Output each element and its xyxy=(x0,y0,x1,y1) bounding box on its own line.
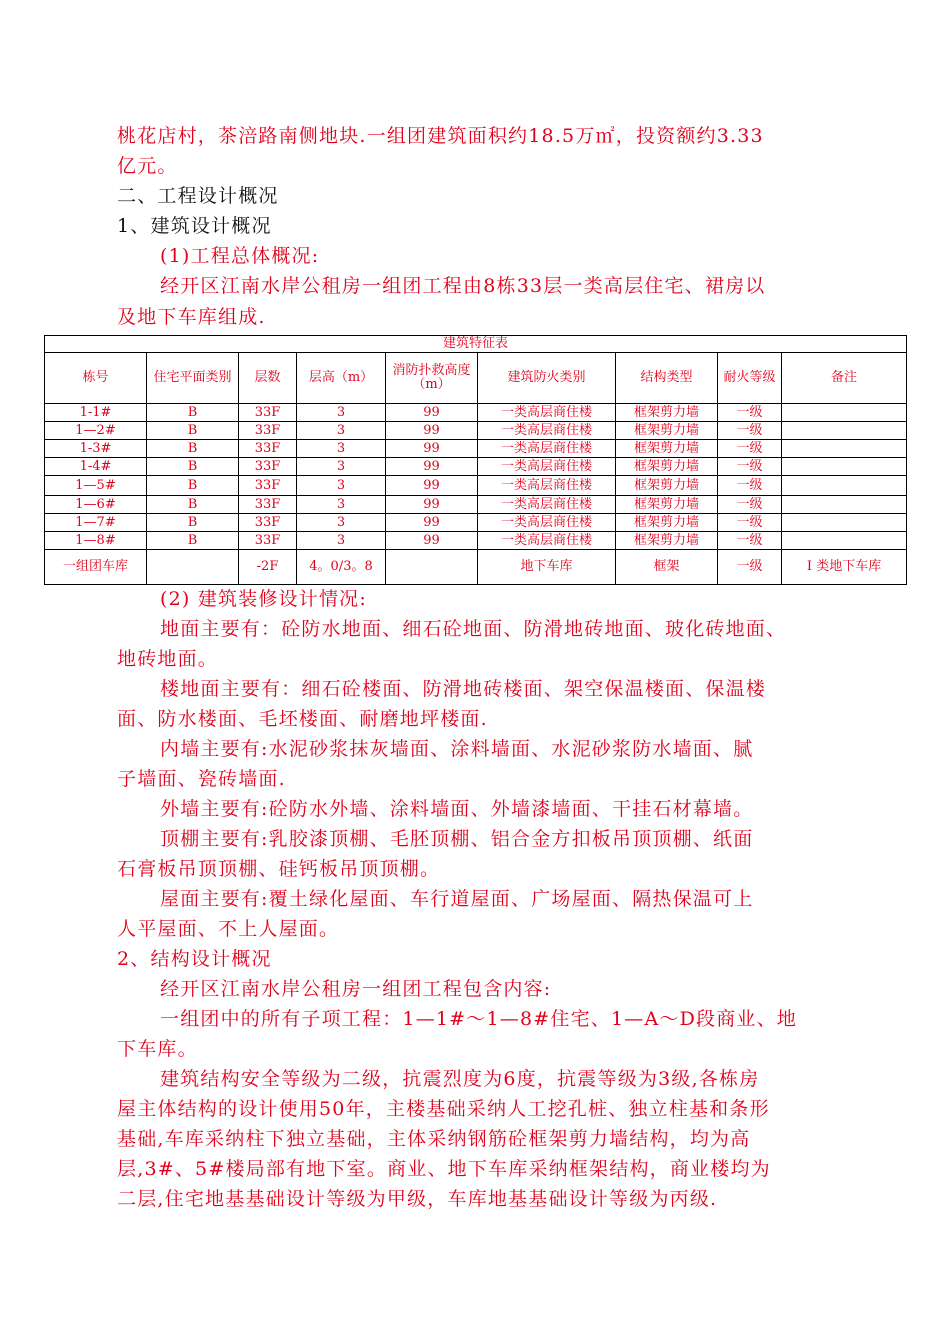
table-cell: 框架 xyxy=(616,550,718,585)
table-row xyxy=(45,532,907,550)
structure-para-2-line-2: 下车库。 xyxy=(117,1038,198,1060)
table-cell: 3 xyxy=(297,476,386,496)
table-cell: 一级 xyxy=(718,476,782,496)
col-header-floor-height: 层高（m） xyxy=(297,353,386,404)
table-cell: 1-1# xyxy=(45,404,147,422)
table-row xyxy=(45,440,907,458)
table-header-row xyxy=(45,353,907,404)
table-cell: 框架剪力墙 xyxy=(616,496,718,514)
table-cell: Ⅰ 类地下车库 xyxy=(782,550,907,585)
table-cell: -2F xyxy=(239,550,297,585)
table-cell: 一级 xyxy=(718,550,782,585)
table-cell: B xyxy=(147,458,239,476)
table-cell: 一级 xyxy=(718,458,782,476)
col-header-building: 栋号 xyxy=(45,353,147,404)
table-cell: 一级 xyxy=(718,422,782,440)
table-cell: 1—2# xyxy=(45,422,147,440)
table-cell: 框架剪力墙 xyxy=(616,458,718,476)
roof-line-1: 屋面主要有:覆土绿化屋面、车行道屋面、广场屋面、隔热保温可上 xyxy=(160,888,754,910)
col-header-structure-type: 结构类型 xyxy=(616,353,718,404)
section-heading-architecture: 1、建筑设计概况 xyxy=(117,215,272,237)
structure-para-1: 经开区江南水岸公租房一组团工程包含内容: xyxy=(160,978,552,1000)
table-cell xyxy=(782,440,907,458)
structure-para-2-line-1: 一组团中的所有子项工程：1—1#～1—8#住宅、1—A～D段商业、地 xyxy=(160,1008,798,1030)
table-cell: 一级 xyxy=(718,496,782,514)
table-cell: B xyxy=(147,514,239,532)
table-cell: 一类高层商住楼 xyxy=(478,458,616,476)
table-cell: 一级 xyxy=(718,440,782,458)
table-cell: 框架剪力墙 xyxy=(616,514,718,532)
table-cell: 33F xyxy=(239,496,297,514)
table-cell: 一类高层商住楼 xyxy=(478,514,616,532)
table-cell: 3 xyxy=(297,532,386,550)
table-cell: 99 xyxy=(386,404,478,422)
table-row xyxy=(45,404,907,422)
table-cell: 99 xyxy=(386,476,478,496)
section-heading-design: 二、工程设计概况 xyxy=(117,185,279,207)
table-cell: 1-3# xyxy=(45,440,147,458)
ceiling-line-2: 石膏板吊顶顶棚、硅钙板吊顶顶棚。 xyxy=(117,858,441,880)
table-cell: 33F xyxy=(239,476,297,496)
table-cell xyxy=(386,550,478,585)
ceiling-line-1: 顶棚主要有:乳胶漆顶棚、毛胚顶棚、铝合金方扣板吊顶顶棚、纸面 xyxy=(160,828,754,850)
col-header-remarks: 备注 xyxy=(782,353,907,404)
table-row xyxy=(45,550,907,585)
table-cell: 一类高层商住楼 xyxy=(478,496,616,514)
table-cell: 地下车库 xyxy=(478,550,616,585)
table-cell: 33F xyxy=(239,532,297,550)
structure-para-3-line-3: 基础,车库采纳柱下独立基础，主体采纳钢筋砼框架剪力墙结构，均为高 xyxy=(117,1128,751,1150)
table-row xyxy=(45,458,907,476)
col-header-fire-category: 建筑防火类别 xyxy=(478,353,616,404)
table-cell: 框架剪力墙 xyxy=(616,440,718,458)
table-cell: B xyxy=(147,496,239,514)
table-cell: 一级 xyxy=(718,514,782,532)
table-cell xyxy=(782,422,907,440)
table-cell: 1—7# xyxy=(45,514,147,532)
table-cell: 3 xyxy=(297,458,386,476)
table-cell: 1—6# xyxy=(45,496,147,514)
table-cell: 3 xyxy=(297,514,386,532)
table-cell xyxy=(782,458,907,476)
table-cell: 1—8# xyxy=(45,532,147,550)
col-header-plan-type: 住宅平面类别 xyxy=(147,353,239,404)
structure-para-3-line-4: 层,3#、5#楼局部有地下室。商业、地下车库采纳框架结构，商业楼均为 xyxy=(117,1158,771,1180)
table-row xyxy=(45,496,907,514)
table-cell: 一类高层商住楼 xyxy=(478,532,616,550)
table-cell: 99 xyxy=(386,422,478,440)
structure-para-3-line-5: 二层,住宅地基基础设计等级为甲级，车库地基基础设计等级为丙级. xyxy=(117,1188,718,1210)
table-cell: 33F xyxy=(239,440,297,458)
table-cell xyxy=(782,514,907,532)
intro-line-1: 桃花店村，茶涪路南侧地块.一组团建筑面积约18.5万㎡，投资额约3.33 xyxy=(117,125,764,147)
table-row xyxy=(45,422,907,440)
table-cell: B xyxy=(147,440,239,458)
table-cell: B xyxy=(147,532,239,550)
table-cell: 99 xyxy=(386,532,478,550)
subheading-overview: (1)工程总体概况: xyxy=(160,245,320,267)
table-cell: 33F xyxy=(239,514,297,532)
ground-line-2: 地砖地面。 xyxy=(117,648,219,670)
table-cell: 一类高层商住楼 xyxy=(478,404,616,422)
table-row xyxy=(45,476,907,496)
structure-para-3-line-2: 屋主体结构的设计使用50年，主楼基础采纳人工挖孔桩、独立柱基和条形 xyxy=(117,1098,770,1120)
inner-wall-line-2: 子墙面、瓷砖墙面. xyxy=(117,768,286,790)
table-cell: 99 xyxy=(386,496,478,514)
section-heading-structure: 2、结构设计概况 xyxy=(117,948,272,970)
table-cell: 99 xyxy=(386,440,478,458)
table-cell xyxy=(782,532,907,550)
table-cell: 3 xyxy=(297,496,386,514)
table-cell xyxy=(782,496,907,514)
table-cell: 3 xyxy=(297,440,386,458)
table-cell: 3 xyxy=(297,404,386,422)
table-cell xyxy=(147,550,239,585)
intro-line-2: 亿元。 xyxy=(117,155,178,177)
overview-line-1: 经开区江南水岸公租房一组团工程由8栋33层一类高层住宅、裙房以 xyxy=(160,275,766,297)
table-cell: 1—5# xyxy=(45,476,147,496)
building-features-table xyxy=(44,335,907,585)
table-cell: 框架剪力墙 xyxy=(616,422,718,440)
col-header-floors: 层数 xyxy=(239,353,297,404)
table-cell: 33F xyxy=(239,404,297,422)
table-cell: B xyxy=(147,422,239,440)
ground-line-1: 地面主要有：砼防水地面、细石砼地面、防滑地砖地面、玻化砖地面、 xyxy=(160,618,787,640)
table-row xyxy=(45,514,907,532)
table-cell: 33F xyxy=(239,422,297,440)
structure-para-3-line-1: 建筑结构安全等级为二级，抗震烈度为6度，抗震等级为3级,各栋房 xyxy=(160,1068,760,1090)
table-cell: 框架剪力墙 xyxy=(616,532,718,550)
inner-wall-line-1: 内墙主要有:水泥砂浆抹灰墙面、涂料墙面、水泥砂浆防水墙面、腻 xyxy=(160,738,754,760)
table-cell: 一组团车库 xyxy=(45,550,147,585)
table-cell: 一类高层商住楼 xyxy=(478,422,616,440)
table-cell: 一类高层商住楼 xyxy=(478,476,616,496)
table-cell: 一级 xyxy=(718,404,782,422)
table-cell: 框架剪力墙 xyxy=(616,476,718,496)
col-header-fire-rescue-height: 消防扑救高度（m） xyxy=(386,353,478,404)
table-cell: B xyxy=(147,404,239,422)
table-cell xyxy=(782,404,907,422)
subheading-decoration: (2) 建筑装修设计情况: xyxy=(160,588,367,610)
table-cell: 一类高层商住楼 xyxy=(478,440,616,458)
col-header-fire-rating: 耐火等级 xyxy=(718,353,782,404)
table-cell: 1-4# xyxy=(45,458,147,476)
floor-line-1: 楼地面主要有：细石砼楼面、防滑地砖楼面、架空保温楼面、保温楼 xyxy=(160,678,767,700)
table-cell: 99 xyxy=(386,458,478,476)
roof-line-2: 人平屋面、不上人屋面。 xyxy=(117,918,340,940)
table-caption: 建筑特征表 xyxy=(45,336,907,353)
table-cell: B xyxy=(147,476,239,496)
table-cell: 99 xyxy=(386,514,478,532)
table-cell: 4。0/3。8 xyxy=(297,550,386,585)
overview-line-2: 及地下车库组成. xyxy=(117,306,266,328)
table-cell: 一级 xyxy=(718,532,782,550)
table-cell: 33F xyxy=(239,458,297,476)
table-cell: 3 xyxy=(297,422,386,440)
table-cell: 框架剪力墙 xyxy=(616,404,718,422)
table-cell xyxy=(782,476,907,496)
outer-wall-line-1: 外墙主要有:砼防水外墙、涂料墙面、外墙漆墙面、干挂石材幕墙。 xyxy=(160,798,754,820)
floor-line-2: 面、防水楼面、毛坯楼面、耐磨地坪楼面. xyxy=(117,708,488,730)
